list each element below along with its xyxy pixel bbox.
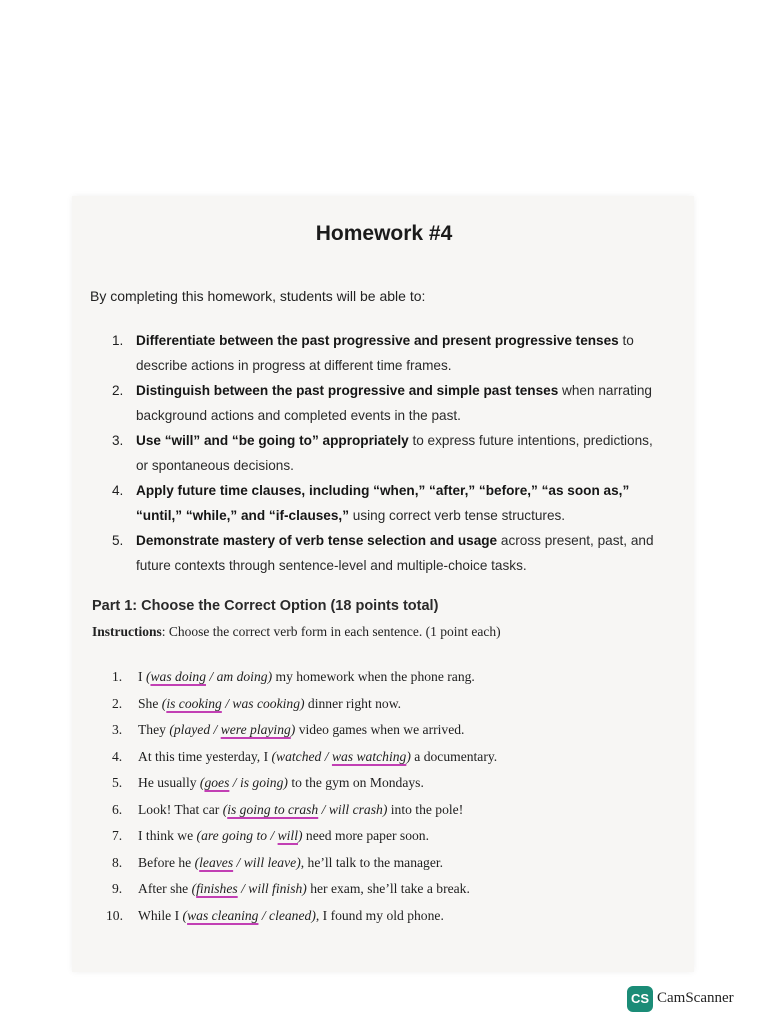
instructions-text: : Choose the correct verb form in each sentence. (1 point each) [161, 624, 501, 639]
option-2[interactable]: cleaned [269, 907, 312, 923]
option-2[interactable]: was cooking [232, 695, 300, 711]
question-item: 5. He usually (goes / is going) to the gym on Mondays. [112, 775, 424, 790]
option-2[interactable]: were playing [220, 722, 291, 737]
objectives-list [108, 328, 668, 578]
option-2[interactable]: will crash [328, 801, 383, 817]
option-2[interactable]: am doing [216, 669, 268, 684]
option-1[interactable]: are going to [201, 828, 268, 843]
option-2[interactable]: will finish [248, 881, 303, 896]
objective-item: 2. Distinguish between the past progressive and simple past tenses when narrating background actions and completed events in the past. [112, 383, 652, 423]
option-1[interactable]: played [173, 722, 211, 737]
instructions-label: Instructions [92, 624, 162, 639]
option-2[interactable]: will [277, 828, 298, 843]
question-item: 10. While I (was cleaning / cleaned), I found my old phone. [106, 907, 444, 923]
option-2[interactable]: will leave [243, 854, 297, 870]
option-1[interactable]: finishes [196, 881, 238, 896]
question-item: 7. I think we (are going to / will) need more paper soon. [112, 828, 429, 843]
objective-item: 4. Apply future time clauses, including “when,” “after,” “before,” “as soon as,” “until,” “while,” and “if-clauses,” using correct verb tense structures. [112, 483, 630, 523]
option-1[interactable]: was cleaning [187, 907, 259, 923]
option-2[interactable]: is going [239, 775, 284, 790]
intro-text: By completing this homework, students will be able to: [90, 288, 426, 304]
option-1[interactable]: leaves [199, 854, 234, 870]
question-item: 1. I (was doing / am doing) my homework when the phone rang. [112, 669, 475, 684]
option-1[interactable]: goes [204, 775, 230, 790]
objective-item: 5. Demonstrate mastery of verb tense selection and usage across present, past, and future contexts through sentence-level and multiple-choice tasks. [112, 533, 654, 573]
camscanner-logo-icon: CS [627, 986, 653, 1012]
page-title: Homework #4 [315, 222, 453, 245]
option-1[interactable]: was doing [150, 669, 206, 684]
question-list [106, 664, 672, 929]
part-1-title: Part 1: Choose the Correct Option (18 points total) [92, 598, 439, 614]
option-2[interactable]: was watching [331, 748, 407, 764]
option-1[interactable]: is going to crash [227, 801, 319, 817]
instructions [92, 624, 501, 640]
objective-item: 1. Differentiate between the past progressive and present progressive tenses to describe actions in progress at different time frames. [112, 333, 634, 373]
option-1[interactable]: is cooking [166, 695, 222, 711]
question-item: 4. At this time yesterday, I (watched / was watching) a documentary. [112, 748, 498, 764]
question-item: 3. They (played / were playing) video games when we arrived. [112, 722, 465, 737]
question-item: 9. After she (finishes / will finish) her exam, she’ll take a break. [112, 881, 470, 896]
question-item: 8. Before he (leaves / will leave), he’ll talk to the manager. [112, 854, 444, 870]
option-1[interactable]: watched [276, 748, 322, 764]
question-item: 2. She (is cooking / was cooking) dinner right now. [112, 695, 402, 711]
objective-item: 3. Use “will” and “be going to” appropriately to express future intentions, predictions, or spontaneous decisions. [112, 433, 653, 473]
question-item: 6. Look! That car (is going to crash / will crash) into the pole! [112, 801, 464, 817]
camscanner-watermark: CamScanner [657, 990, 734, 1006]
